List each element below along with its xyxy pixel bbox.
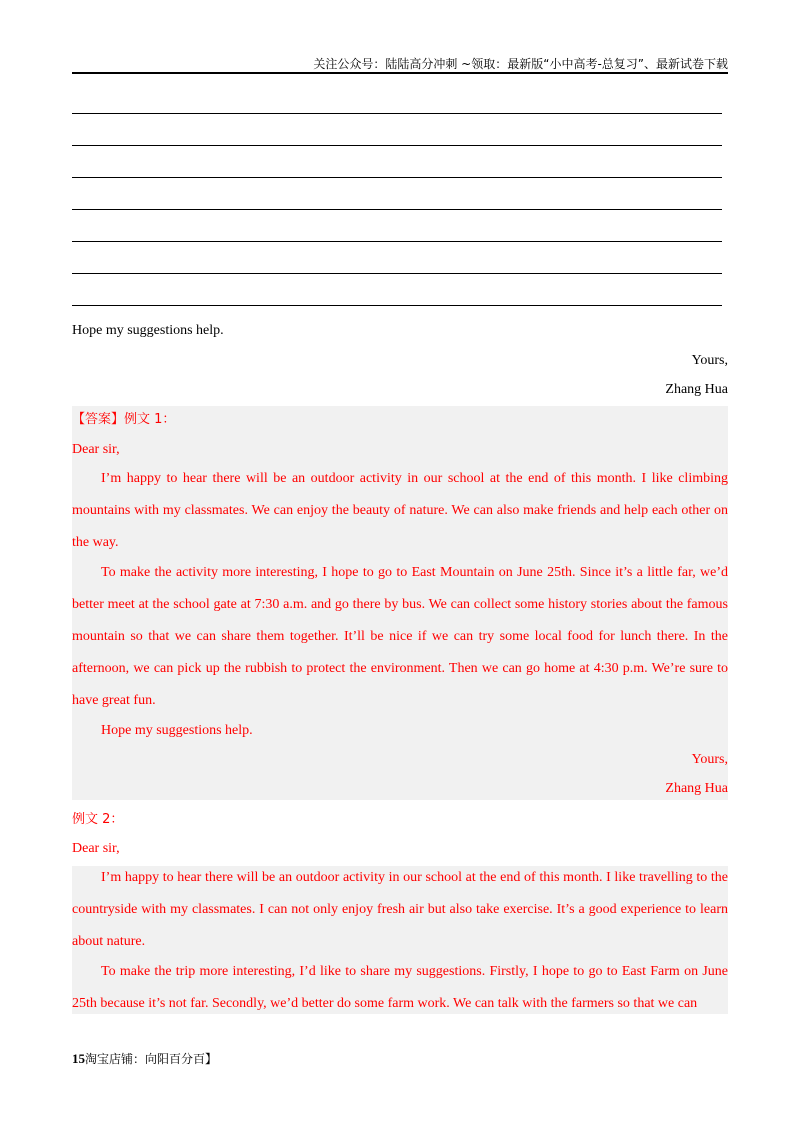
answer-line — [72, 305, 722, 306]
answer-tag: 【答案】 — [72, 412, 125, 427]
example1-name: Zhang Hua — [665, 781, 728, 796]
footer-shop: 淘宝店铺：向阳百分百】 — [85, 1052, 218, 1066]
answer-line — [72, 209, 722, 210]
closing-hope: Hope my suggestions help. — [72, 323, 224, 338]
page-footer — [72, 1050, 217, 1067]
answer-heading — [72, 411, 175, 429]
answer-line — [72, 241, 722, 242]
page-header — [72, 56, 728, 74]
answer-line — [72, 113, 722, 114]
example1-paragraph-1: I’m happy to hear there will be an outdoor activity in our school at the end of this month. I like climbing mountains with my classmates. We can enjoy the beauty of nature. We can also make friends and help each other on the way. — [72, 471, 728, 550]
example2-paragraph-1: I’m happy to hear there will be an outdoor activity in our school at the end of this month. I like travelling to the countryside with my classmates. I can not only enjoy fresh air but also take exercise. It’s a good experience to learn about nature. — [72, 870, 728, 949]
header-text: 关注公众号：陆陆高分冲刺 ~领取：最新版“小中高考-总复习”、最新试卷下载 — [313, 57, 728, 71]
answer-line — [72, 177, 722, 178]
example1-paragraph-3: Hope my suggestions help. — [101, 723, 253, 738]
answer-line — [72, 273, 722, 274]
example1-greeting: Dear sir, — [72, 442, 120, 457]
example2-title: 例文 2： — [72, 812, 124, 827]
example2-greeting: Dear sir, — [72, 841, 120, 856]
closing-yours: Yours, — [691, 353, 728, 368]
page-number: 15 — [72, 1051, 85, 1066]
answer-line — [72, 145, 722, 146]
example1-paragraph-2: To make the activity more interesting, I hope to go to East Mountain on June 25th. Since it’s a little far, we’d better meet at the school gate at 7:30 a.m. and go there by bus. We can collect some history stories about the famous mountain so that we can share them together. It’ll be nice if we can try some local food for lunch there. In the afternoon, we can pick up the rubbish to protect the environment. Then we can go home at 4:30 p.m. We’re sure to have great fun. — [72, 565, 728, 708]
example1-yours: Yours, — [691, 752, 728, 767]
example1-title: 例文 1： — [124, 412, 176, 427]
example2-paragraph-2: To make the trip more interesting, I’d like to share my suggestions. Firstly, I hope to go to East Farm on June 25th because it’s not far. Secondly, we’d better do some farm work. We can talk with the farmers so that we can — [72, 964, 728, 1011]
closing-name: Zhang Hua — [665, 382, 728, 397]
